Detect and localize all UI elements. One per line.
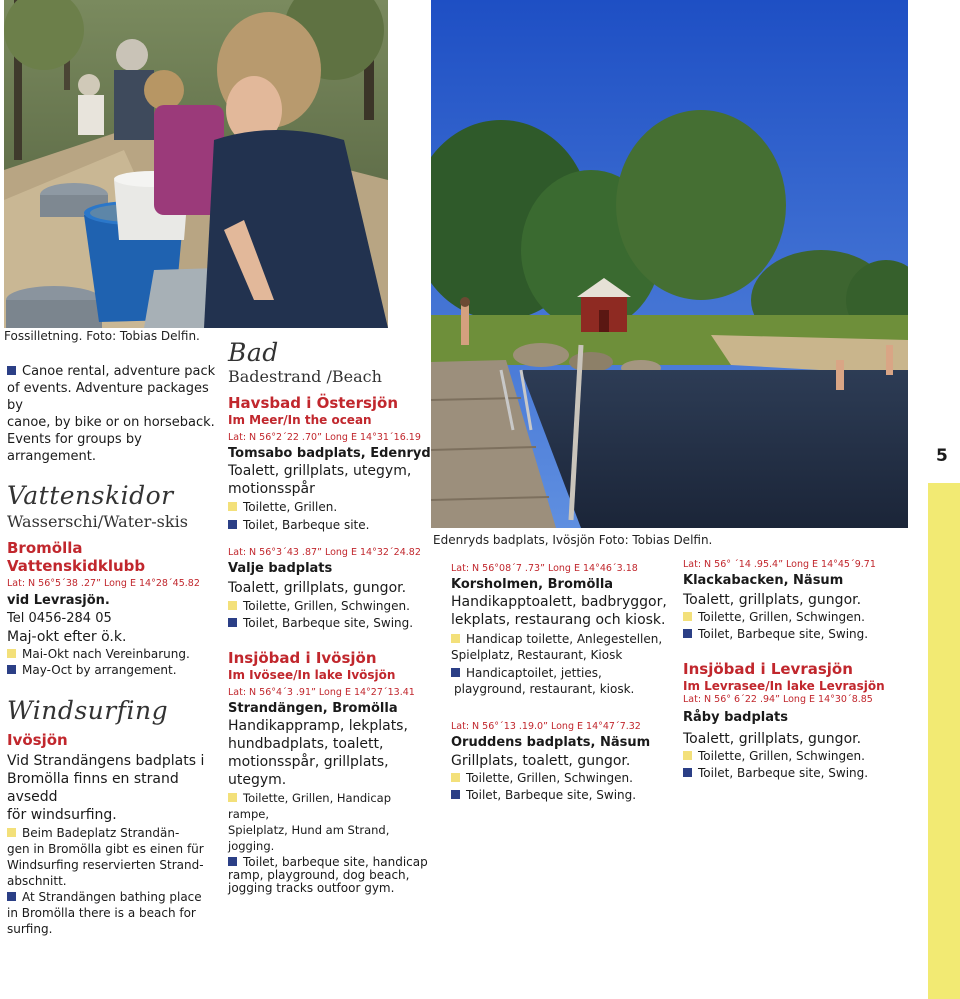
coordinates: Lat: N 56°5´38 .27” Long E 14°28´45.82 [7,578,200,589]
beach-en [228,856,433,895]
text-line: Spielplatz, Restaurant, Kiosk [451,648,623,662]
column-4 [683,559,923,781]
bullet-de [451,773,460,782]
windsurf-en [7,889,217,937]
text-line: Vid Strandängens badplats i [7,753,205,769]
text-line: abschnitt. [7,874,67,888]
text-line: Toalett, grillplats, utegym, [228,463,412,479]
coordinates: Lat: N 56° ´14 .95.4” Long E 14°45´9.71 [683,559,876,570]
text-line: playground, restaurant, kiosk. [454,682,635,696]
bullet-en [228,857,237,866]
bullet-en [451,668,460,677]
text-line: hundbadplats, toalett, [228,736,384,752]
beach-en: Toilet, Barbeque site, Swing. [466,788,637,802]
club-location: vid Levrasjön. [7,593,110,608]
club-season: Maj-okt efter ö.k. [7,629,127,645]
text-line: Toilet, barbeque site, handicap [243,855,428,869]
beach-name: Strandängen, Bromölla [228,701,398,716]
photo-fossil-hunting [4,0,388,328]
club-phone: Tel 0456-284 05 [7,611,112,626]
beach-de: Toilette, Grillen, Schwingen. [698,610,865,624]
beach-sv [228,717,433,789]
bullet-de [683,751,692,760]
text-line: Handicaptoilet, jetties, [466,666,602,680]
coordinates: Lat: N 56°3´43 .87” Long E 14°32´24.82 [228,547,421,558]
photo1-caption: Fossilletning. Foto: Tobias Delfin. [4,329,200,343]
club-name: Bromölla Vattenskidklubb [7,539,146,575]
coordinates: Lat: N 56° 6´22 .94” Long E 14°30´8.85 [683,694,873,705]
beach-name: Råby badplats [683,710,788,725]
levrasjon-title: Insjöbad i Levrasjön [683,660,853,678]
beach-sv [228,462,433,498]
beach-en: Toilet, Barbeque site. [243,518,370,532]
text-line: motionsspår, grillplats, utegym. [228,754,389,788]
havsbad-title: Havsbad i Östersjön [228,394,399,412]
column-3 [451,563,673,803]
text-line: of events. Adventure packages by [7,381,209,413]
beach-name: Tomsabo badplats, Edenryd [228,446,431,461]
bullet-de [451,634,460,643]
beach-de [451,631,673,663]
text-line: motionsspår [228,481,315,497]
text-line: Beim Badeplatz Strandän- [22,826,180,840]
section-subtitle: Badestrand /Beach [228,367,382,386]
beach-photo-illustration [431,0,908,528]
text-line: Handicap toilette, Anlegestellen, [466,632,663,646]
text-line: surfing. [7,922,53,936]
bullet-en [683,629,692,638]
text-line: in Bromölla there is a beach for [7,906,196,920]
bullet-en [228,520,237,529]
beach-name: Oruddens badplats, Näsum [451,735,651,750]
coordinates: Lat: N 56°´13 .19.0” Long E 14°47´7.32 [451,721,641,732]
havsbad-subtitle: Im Meer/In the ocean [228,413,372,427]
coordinates: Lat: N 56°2´22 .70” Long E 14°31´16.19 [228,432,421,443]
beach-en [451,665,673,697]
fossil-photo-illustration [4,0,388,328]
levrasjon-subtitle: Im Levrasee/In lake Levrasjön [683,679,885,693]
text-line: gen in Bromölla gibt es einen für [7,842,204,856]
beach-en: Toilet, Barbeque site, Swing. [698,766,869,780]
beach-name: Valje badplats [228,561,333,576]
photo-beach-edenryd [431,0,908,528]
bullet-de [228,601,237,610]
column-2 [228,338,433,895]
beach-de: Toilette, Grillen, Schwingen. [466,771,633,785]
coordinates: Lat: N 56°08´7 .73” Long E 14°46´3.18 [451,563,638,574]
text-line: Canoe rental, adventure pack [22,364,216,379]
club-season-de: Mai-Okt nach Vereinbarung. [22,647,190,661]
bullet-de [7,649,16,658]
bullet-en [7,892,16,901]
bullet-en [7,665,16,674]
text-line: Spielplatz, Hund am Strand, jogging. [228,823,390,853]
coordinates: Lat: N 56°4´3 .91” Long E 14°27´13.41 [228,687,415,698]
beach-de [228,790,433,854]
text-line: lekplats, restaurang och kiosk. [451,612,666,628]
beach-sv: Grillplats, toalett, gungor. [451,753,631,769]
bullet-en [7,366,16,375]
canoe-text [7,363,217,465]
text-line: Toilette, Grillen, Handicap rampe, [228,791,392,821]
beach-en: Toilet, Barbeque site, Swing. [698,627,869,641]
windsurf-de [7,825,217,889]
bullet-de [7,828,16,837]
ivosjon-title: Insjöbad i Ivösjön [228,649,377,667]
beach-en: Toilet, Barbeque site, Swing. [243,616,414,630]
beach-sv: Toalett, grillplats, gungor. [228,580,407,596]
club-season-en: May-Oct by arrangement. [22,663,177,677]
text-line: Handikapptoalett, badbryggor, [451,594,667,610]
bullet-en [451,790,460,799]
text-line: Windsurfing reservierten Strand- [7,858,204,872]
text-line: Handikappramp, lekplats, [228,718,408,734]
bullet-en [228,618,237,627]
beach-sv: Toalett, grillplats, gungor. [683,731,862,747]
text-line: jogging tracks outfoor gym. [228,881,395,895]
text-line: At Strandängen bathing place [22,890,202,904]
bullet-de [228,793,237,802]
text-line: ramp, playground, dog beach, [228,868,410,882]
bullet-de [683,612,692,621]
side-accent-bar [928,483,960,999]
windsurf-place: Ivösjön [7,731,68,749]
beach-de: Toilette, Grillen, Schwingen. [243,599,410,613]
bullet-de [228,502,237,511]
page-number: 5 [936,446,948,466]
beach-de: Toilette, Grillen. [243,500,338,514]
text-line: för windsurfing. [7,807,117,823]
ivosjon-subtitle: Im Ivösee/In lake Ivösjön [228,668,396,682]
section-title-vattenskidor: Vattenskidor [7,481,174,510]
text-line: Bromölla finns en strand avsedd [7,771,179,805]
bullet-en [683,768,692,777]
section-title-bad: Bad [228,338,279,367]
section-subtitle: Wasserschi/Water-skis [7,512,188,531]
beach-name: Korsholmen, Bromölla [451,577,614,592]
column-1 [7,363,217,937]
beach-sv [451,593,673,629]
beach-name: Klackabacken, Näsum [683,573,844,588]
beach-sv: Toalett, grillplats, gungor. [683,592,862,608]
windsurf-sv [7,752,217,824]
photo2-caption: Edenryds badplats, Ivösjön Foto: Tobias Delfin. [433,533,713,547]
beach-de: Toilette, Grillen, Schwingen. [698,749,865,763]
section-title-windsurfing: Windsurfing [7,696,169,725]
text-line: Events for groups by arrangement. [7,432,142,464]
text-line: canoe, by bike or on horseback. [7,415,215,430]
